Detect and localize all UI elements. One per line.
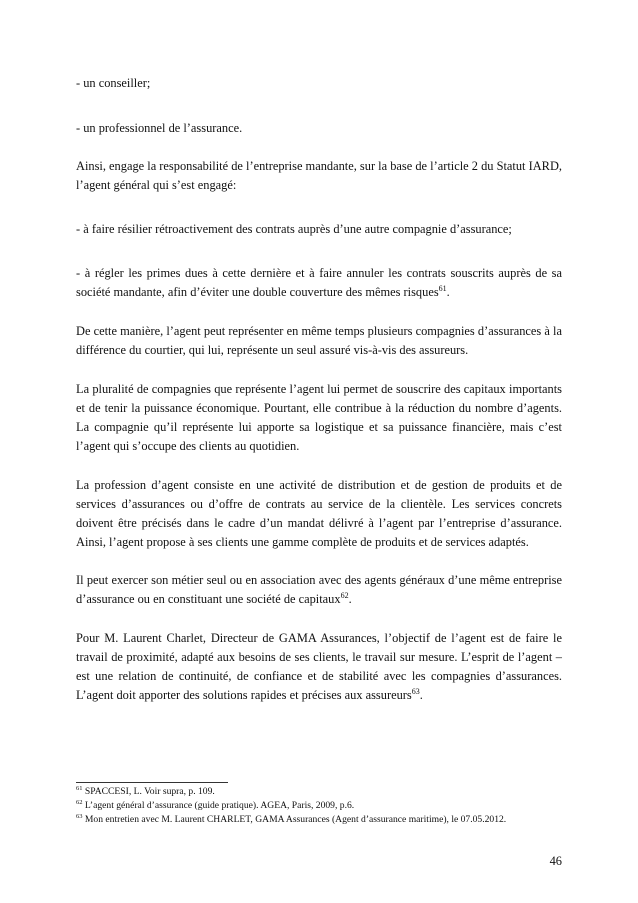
footnote-reference[interactable]: 61: [438, 283, 447, 293]
paragraph: La profession d’agent consiste en une activité de distribution et de gestion de produits et de services d’assurances ou d’offre de contrats au service de la clientèle. Les services concrets doivent être précisés dans le cadre d’un mandat délivré à l’agent par l’entreprise d’assurance. Ainsi, l’agent propose à ses clients une gamme complète de produits et de services adaptés.: [76, 478, 562, 549]
footnote: $^{62}$ L’agent général d’assurance (guide pratique). AGEA, Paris, 2009, p.6.: [76, 798, 355, 811]
paragraph-list-item: - à faire résilier rétroactivement des contrats auprès d’une autre compagnie d’assurance;: [76, 222, 512, 236]
paragraph: Pour M. Laurent Charlet, Directeur de GAMA Assurances, l’objectif de l’agent est de faire le travail de proximité, adapté aux besoins de ses clients, le travail sur mesure. L’esprit de l’agent – est une relation de continuité, de confiance et de stabilité avec les compagnies d’assurances. L’agent doit apporter des solutions rapides et précises aux assureurs$^{63}$.: [76, 631, 562, 702]
paragraph-list-item: - un conseiller;: [76, 76, 151, 90]
page-number: 46: [549, 854, 562, 868]
paragraph: La pluralité de compagnies que représente l’agent lui permet de souscrire des capitaux importants et de tenir la puissance économique. Pourtant, elle contribue à la réduction du nombre d’agents. La compagnie qu’il représente lui apporte sa logistique et sa puissance financière, mais c’est l’agent qui s’occupe des clients au quotidien.: [76, 382, 562, 453]
footnote-number: 61: [76, 784, 83, 792]
paragraph: Il peut exercer son métier seul ou en association avec des agents généraux d’une même entreprise d’assurance ou en constituant une société de capitaux$^{62}$.: [76, 573, 562, 606]
paragraph-list-item: - un professionnel de l’assurance.: [76, 121, 243, 135]
footnote: $^{61}$ SPACCESI, L. Voir supra, p. 109.: [76, 784, 215, 797]
footnote: $^{63}$ Mon entretien avec M. Laurent CHARLET, GAMA Assurances (Agent d’assurance maritime), le 07.05.2012.: [76, 812, 507, 825]
footnote-number: 63: [76, 812, 83, 820]
footnote-reference[interactable]: 62: [340, 590, 349, 600]
paragraph: De cette manière, l’agent peut représenter en même temps plusieurs compagnies d’assurances à la différence du courtier, qui lui, représente un seul assuré vis-à-vis des assureurs.: [76, 324, 562, 357]
paragraph: Ainsi, engage la responsabilité de l’entreprise mandante, sur la base de l’article 2 du Statut IARD, l’agent général qui s’est engagé:: [76, 159, 562, 192]
footnote-reference[interactable]: 63: [411, 686, 420, 696]
footnote-number: 62: [76, 798, 83, 806]
paragraph-list-item: - à régler les primes dues à cette dernière et à faire annuler les contrats souscrits auprès de sa société mandante, afin d’éviter une double couverture des mêmes risques$^{61}$.: [76, 266, 562, 299]
footnote-separator: [76, 782, 228, 783]
